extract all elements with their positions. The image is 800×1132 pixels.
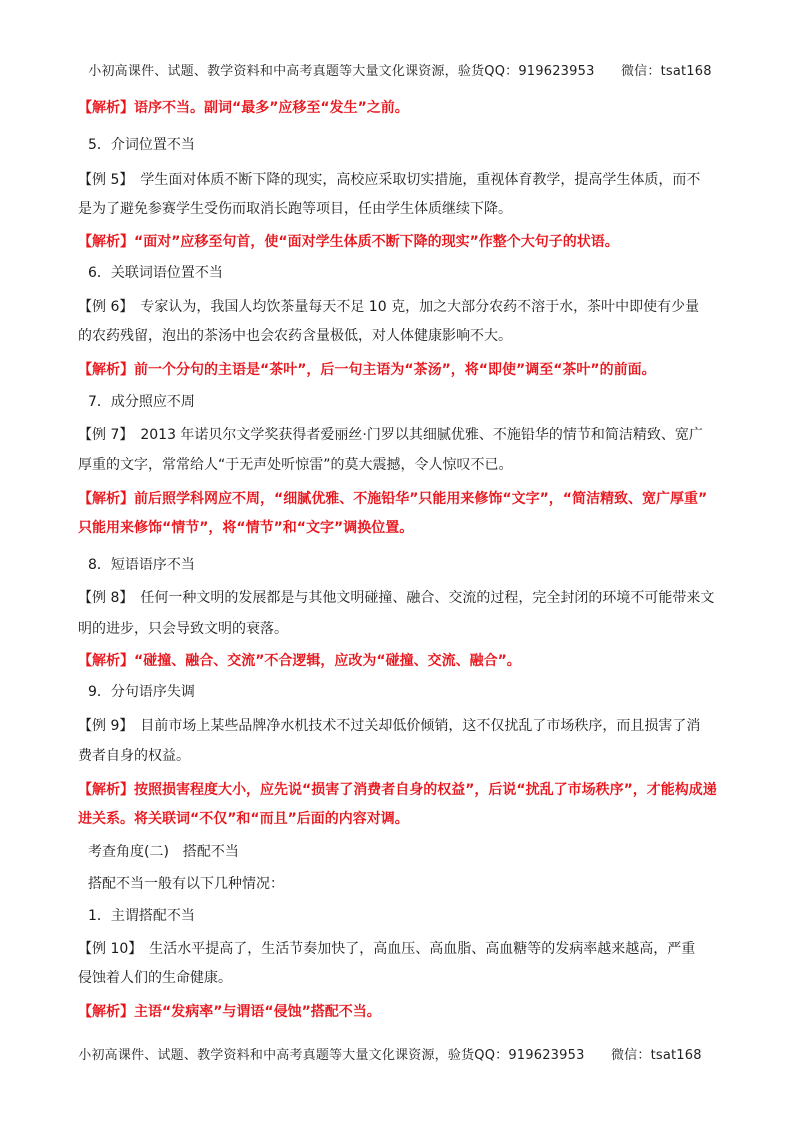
analysis-line: 【解析】前后照学科网应不周，“细腻优雅、不施铅华”只能用来修饰“文字”，“简洁精致、宽广厚重” [78, 491, 708, 507]
example-line: 【例 9】 目前市场上某些品牌净水机技术不过关却低价倾销，这不仅扰乱了市场秩序，而且损害了消 [78, 718, 701, 734]
example-line: 费者自身的权益。 [78, 748, 190, 764]
analysis-line: 只能用来修饰“情节”，将“情节”和“文字”调换位置。 [78, 520, 414, 536]
example-line: 的农药残留，泡出的茶汤中也会农药含量极低，对人体健康影响不大。 [78, 328, 512, 344]
page-footer: 小初高课件、试题、教学资料和中高考真题等大量文化课资源，验货QQ：919623953 微信：tsat168 [78, 1048, 702, 1063]
example-line: 【例 8】 任何一种文明的发展都是与其他文明碰撞、融合、交流的过程，完全封闭的环境不可能带来文 [78, 590, 715, 606]
analysis-line: 【解析】前一个分句的主语是“茶叶”，后一句主语为“茶汤”，将“即使”调至“茶叶”的前面。 [78, 362, 656, 378]
analysis-line: 【解析】语序不当。副词“最多”应移至“发生”之前。 [78, 100, 409, 116]
section-heading: 6．关联词语位置不当 [88, 265, 223, 281]
analysis-line: 【解析】“碰撞、融合、交流”不合逻辑，应改为“碰撞、交流、融合”。 [78, 653, 521, 669]
section-heading: 8．短语语序不当 [88, 557, 195, 573]
analysis-line: 进关系。将关联词“不仅”和“而且”后面的内容对调。 [78, 811, 409, 827]
section-heading: 1．主谓搭配不当 [88, 908, 195, 924]
example-line: 【例 5】 学生面对体质不断下降的现实，高校应采取切实措施，重视体育教学，提高学生体质，而不 [78, 172, 701, 188]
example-line: 是为了避免参赛学生受伤而取消长跑等项目，任由学生体质继续下降。 [78, 201, 512, 217]
example-line: 【例 7】 2013 年诺贝尔文学奖获得者爱丽丝·门罗以其细腻优雅、不施铅华的情节和简洁精致、宽广 [78, 427, 703, 443]
section-heading: 考查角度(二) 搭配不当 [88, 844, 239, 860]
example-line: 【例 6】 专家认为，我国人均饮茶量每天不足 10 克，加之大部分农药不溶于水，茶叶中即使有少量 [78, 299, 700, 315]
section-heading: 搭配不当一般有以下几种情况： [88, 876, 284, 892]
example-line: 厚重的文字，常常给人“于无声处听惊雷”的莫大震撼，令人惊叹不已。 [78, 457, 513, 473]
page-header: 小初高课件、试题、教学资料和中高考真题等大量文化课资源，验货QQ：919623953 微信：tsat168 [88, 64, 712, 79]
example-line: 明的进步，只会导致文明的衰落。 [78, 621, 288, 637]
analysis-line: 【解析】主语“发病率”与谓语“侵蚀”搭配不当。 [78, 1004, 381, 1020]
analysis-line: 【解析】按照损害程度大小，应先说“损害了消费者自身的权益”，后说“扰乱了市场秩序”，才能构成递 [78, 782, 717, 798]
example-line: 【例 10】 生活水平提高了，生活节奏加快了，高血压、高血脂、高血糖等的发病率越来越高，严重 [78, 941, 696, 957]
section-heading: 7．成分照应不周 [88, 394, 195, 410]
analysis-line: 【解析】“面对”应移至句首，使“面对学生体质不断下降的现实”作整个大句子的状语。 [78, 234, 619, 250]
section-heading: 5．介词位置不当 [88, 137, 195, 153]
example-line: 侵蚀着人们的生命健康。 [78, 970, 232, 986]
section-heading: 9．分句语序失调 [88, 684, 195, 700]
